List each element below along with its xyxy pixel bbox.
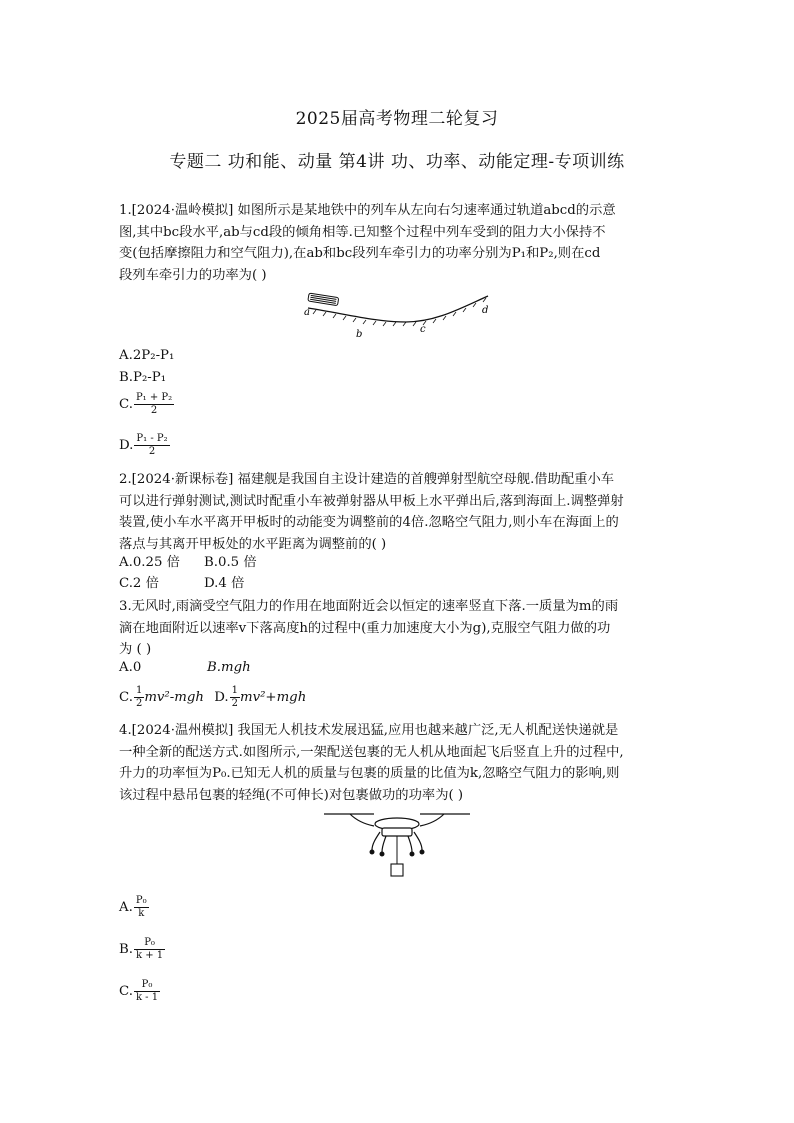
q2-option-a: A.0.25 倍 xyxy=(119,555,180,570)
q2-options-row-2 xyxy=(119,574,244,594)
q2-option-b: B.0.5 倍 xyxy=(204,555,257,570)
question-3 xyxy=(119,596,679,661)
denominator: 2 xyxy=(150,405,158,416)
q1-option-d-label: D. xyxy=(119,438,134,453)
q3-option-d-expr: mv²+mgh xyxy=(239,690,307,705)
question-2-line: 可以进行弹射测试,测试时配重小车被弹射器从甲板上水平弹出后,落到海面上.调整弹射 xyxy=(119,493,624,509)
drone-figure xyxy=(320,806,474,880)
question-3-line: 3.无风时,雨滴受空气阻力的作用在地面附近会以恒定的速率竖直下落.一质量为m的雨 xyxy=(119,599,619,614)
denominator: k - 1 xyxy=(135,992,159,1003)
denominator: 2 xyxy=(148,446,156,457)
question-1-line: 变(包括摩擦阻力和空气阻力),在ab和bc段列车牵引力的功率分别为P₁和P₂,则在cd xyxy=(119,246,601,261)
numerator: P₀ xyxy=(134,979,160,992)
q4-option-c-fraction xyxy=(134,979,160,1004)
question-2-line: 装置,使小车水平离开甲板时的动能变为调整前的4倍.忽略空气阻力,则小车在海面上的 xyxy=(119,515,619,530)
q2-options-row-1 xyxy=(119,553,257,573)
q3-option-d xyxy=(214,685,307,709)
half-fraction xyxy=(134,685,144,710)
question-1-line: 1.[2024·温岭模拟] 如图所示是某地铁中的列车从左向右匀速率通过轨道abcd的示意 xyxy=(119,203,616,218)
q3-options-row-2 xyxy=(119,685,306,710)
half-fraction xyxy=(230,685,240,710)
denominator: k + 1 xyxy=(136,950,164,961)
label-c: c xyxy=(420,324,426,335)
label-b: b xyxy=(356,329,363,340)
q1-option-d-fraction xyxy=(134,433,169,458)
q3-option-c-expr: mv²-mgh xyxy=(144,690,204,705)
question-1 xyxy=(119,200,679,286)
q4-option-a-fraction xyxy=(134,895,149,920)
question-4-line: 该过程中悬吊包裹的轻绳(不可伸长)对包裹做功的功率为( ) xyxy=(119,787,464,803)
q4-option-b-fraction xyxy=(134,937,165,962)
q1-option-b: B.P₂-P₁ xyxy=(119,370,167,385)
numerator: P₁ + P₂ xyxy=(135,392,173,403)
q3-options-row-1 xyxy=(119,658,251,678)
denominator: 2 xyxy=(135,698,143,709)
q4-option-c xyxy=(119,979,160,1004)
label-a: a xyxy=(304,307,310,318)
q4-option-b xyxy=(119,937,165,962)
q3-option-d-label: D. xyxy=(214,690,229,705)
numerator: P₁ - P₂ xyxy=(136,433,168,444)
package-box xyxy=(391,864,403,876)
question-2-line: 落点与其离开甲板处的水平距离为调整前的( ) xyxy=(119,536,387,552)
question-1-line: 段列车牵引力的功率为( ) xyxy=(119,267,267,283)
track-figure xyxy=(296,288,506,344)
q1-option-d xyxy=(119,433,170,458)
q3-option-c xyxy=(119,685,204,709)
question-1-line: 图,其中bc段水平,ab与cd段的倾角相等.已知整个过程中列车受到的阻力大小保持不 xyxy=(119,224,606,240)
question-2 xyxy=(119,469,679,555)
q1-option-a: A.2P₂-P₁ xyxy=(119,348,175,363)
q1-option-c-label: C. xyxy=(119,397,133,412)
numerator: P₀ xyxy=(134,937,165,950)
label-d: d xyxy=(482,305,489,316)
question-4-line: 升力的功率恒为P₀.已知无人机的质量与包裹的质量的比值为k,忽略空气阻力的影响,则 xyxy=(119,766,620,781)
q4-option-a-label: A. xyxy=(119,900,133,915)
q3-option-b: B.mgh xyxy=(207,660,251,675)
question-4-line: 一种全新的配送方式.如图所示,一架配送包裹的无人机从地面起飞后竖直上升的过程中, xyxy=(119,744,624,760)
numerator: 1 xyxy=(135,685,143,696)
question-4-line: 4.[2024·温州模拟] 我国无人机技术发展迅猛,应用也越来越广泛,无人机配送快递就是 xyxy=(119,723,619,738)
question-4 xyxy=(119,720,679,806)
document-title: 2025届高考物理二轮复习 xyxy=(295,109,499,129)
q4-option-c-label: C. xyxy=(119,984,133,999)
q4-option-b-label: B. xyxy=(119,942,133,957)
q3-option-a: A.0 xyxy=(119,660,142,675)
train-icon xyxy=(308,293,339,306)
q2-option-d: D.4 倍 xyxy=(204,576,245,591)
numerator: P₀ xyxy=(135,895,147,906)
q4-option-a xyxy=(119,895,149,920)
numerator: 1 xyxy=(231,685,238,696)
question-2-line: 2.[2024·新课标卷] 福建舰是我国自主设计建造的首艘弹射型航空母舰.借助配重小车 xyxy=(119,472,615,487)
document-subtitle: 专题二 功和能、动量 第4讲 功、功率、动能定理-专项训练 xyxy=(169,152,625,172)
q2-option-c: C.2 倍 xyxy=(119,576,159,591)
q3-option-c-label: C. xyxy=(119,690,133,705)
denominator: 2 xyxy=(231,698,238,709)
q1-option-c xyxy=(119,392,174,417)
q1-option-c-fraction xyxy=(134,392,174,417)
denominator: k xyxy=(138,908,145,919)
question-3-line: 滴在地面附近以速率v下落高度h的过程中(重力加速度大小为g),克服空气阻力做的功 xyxy=(119,620,611,636)
question-3-line: 为 ( ) xyxy=(119,642,152,657)
